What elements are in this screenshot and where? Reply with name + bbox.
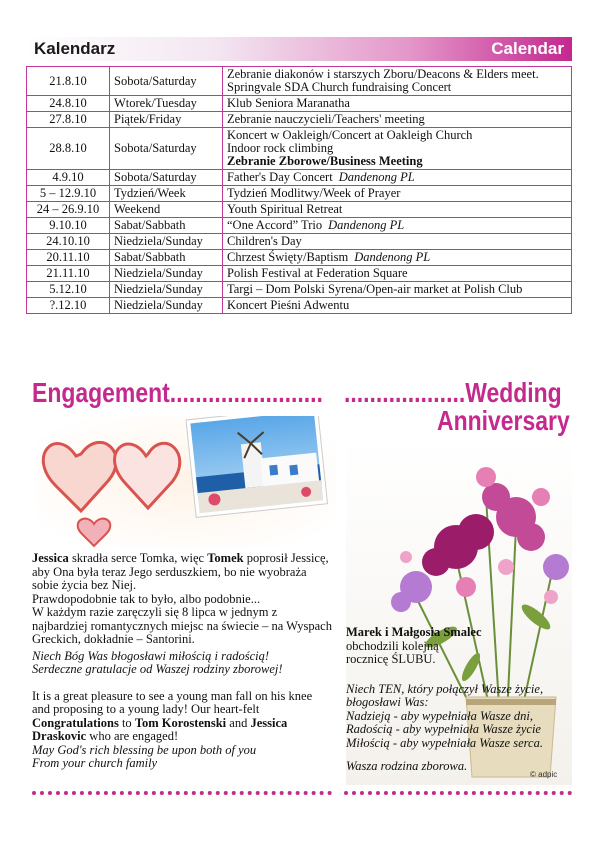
calendar-day: Niedziela/Sunday [110, 282, 223, 298]
header-title-kalendarz: Kalendarz [34, 39, 116, 58]
calendar-event [223, 186, 572, 202]
text-segment: skradła serce Tomka, więc [68, 551, 208, 565]
name-jessica-draskovic: Jessica Draskovic [32, 715, 288, 743]
calendar-row [27, 282, 572, 298]
calendar-date: 5 – 12.9.10 [27, 186, 110, 202]
engagement-paragraph-pl [32, 552, 332, 593]
poem-line: Niech TEN, który połączył Wasze życie, [346, 681, 544, 696]
calendar-row [27, 298, 572, 314]
calendar-event [223, 250, 572, 266]
calendar-date: 9.10.10 [27, 218, 110, 234]
calendar-event-line-wrap [227, 171, 567, 184]
calendar-event-line-wrap [227, 251, 567, 264]
calendar-event-line: Polish Festival at Federation Square [227, 266, 408, 280]
calendar-day: Tydzień/Week [110, 186, 223, 202]
calendar-header-bar [26, 37, 572, 61]
blessing-en-1: May God's rich blessing be upon both of you [32, 742, 257, 757]
calendar-day: Niedziela/Sunday [110, 298, 223, 314]
calendar-event-line: Koncert Pieśni Adwentu [227, 298, 350, 312]
calendar-date: 21.8.10 [27, 67, 110, 96]
calendar-event-location: Dandenong PL [338, 170, 415, 184]
calendar-date: 24.8.10 [27, 96, 110, 112]
name-tomek: Tomek [207, 551, 244, 565]
calendar-event [223, 67, 572, 96]
calendar-event-line: Klub Seniora Maranatha [227, 96, 350, 110]
calendar-row [27, 250, 572, 266]
calendar-event [223, 112, 572, 128]
name-tom: Tom Korostenski [134, 715, 227, 730]
photo-credit: © adpic [530, 770, 558, 779]
calendar-day: Niedziela/Sunday [110, 234, 223, 250]
calendar-event-line: Zebranie diakonów i starszych Zboru/Deacons & Elders meet. [227, 67, 539, 81]
congrats-word: Congratulations [32, 715, 119, 730]
calendar-date: 21.11.10 [27, 266, 110, 282]
poem-line: Miłością - aby wypełniała Wasze serca. [346, 735, 543, 750]
calendar-row [27, 112, 572, 128]
calendar-event [223, 170, 572, 186]
calendar-event-line: Targi – Dom Polski Syrena/Open-air market at Polish Club [227, 282, 523, 296]
calendar-row [27, 186, 572, 202]
calendar-event-line: Indoor rock climbing [227, 141, 334, 155]
text-segment: to [118, 715, 135, 730]
calendar-day: Sabat/Sabbath [110, 250, 223, 266]
calendar-date: 27.8.10 [27, 112, 110, 128]
calendar-day: Sobota/Saturday [110, 128, 223, 170]
wedding-text [346, 626, 586, 774]
calendar-day: Weekend [110, 202, 223, 218]
calendar-date: 24 – 26.9.10 [27, 202, 110, 218]
calendar-date: 20.11.10 [27, 250, 110, 266]
calendar-day: Sabat/Sabbath [110, 218, 223, 234]
calendar-event-text: Chrzest Święty/Baptism [227, 250, 349, 264]
poem-line: błogosławi Was: [346, 695, 429, 709]
couple-names: Marek i Małgosia Smalec [346, 625, 482, 639]
engagement-dotted-divider [32, 791, 332, 795]
calendar-event-line: Zebranie nauczycieli/Teachers' meeting [227, 112, 425, 126]
calendar-date: 28.8.10 [27, 128, 110, 170]
calendar-date: ?.12.10 [27, 298, 110, 314]
calendar-event-line: Springvale SDA Church fundraising Concert [227, 80, 452, 94]
calendar-date: 4.9.10 [27, 170, 110, 186]
calendar-row [27, 234, 572, 250]
calendar-row [27, 67, 572, 96]
calendar-row [27, 218, 572, 234]
blessing-pl-1: Niech Bóg Was błogosławi miłością i radością! [32, 648, 270, 663]
calendar-event-line: Youth Spiritual Retreat [227, 202, 343, 216]
calendar-event-line: Zebranie Zborowe/Business Meeting [227, 154, 423, 168]
calendar-event [223, 282, 572, 298]
engagement-paragraph-en [32, 690, 332, 744]
text-segment: who are engaged! [86, 729, 179, 743]
calendar-row [27, 266, 572, 282]
text-segment: poprosił Jessicę, aby Ona była teraz Jego serduszkiem, bo nie wyobraża sobie życia bez Niej. [32, 551, 329, 592]
calendar-row [27, 128, 572, 170]
calendar-event-line: Koncert w Oakleigh/Concert at Oakleigh Church [227, 128, 473, 142]
wedding-dotted-divider [344, 791, 572, 795]
engagement-text [32, 552, 332, 771]
calendar-event-line: Tydzień Modlitwy/Week of Prayer [227, 186, 401, 200]
text-segment: It is a great pleasure to see a young man fall on his knee and proposing to a young lady! Our heart-felt [32, 688, 313, 716]
calendar-row [27, 202, 572, 218]
wedding-title-line2: Anniversary [437, 405, 570, 436]
calendar-date: 24.10.10 [27, 234, 110, 250]
calendar-event [223, 128, 572, 170]
calendar-table [26, 66, 572, 314]
calendar-event [223, 218, 572, 234]
santorini-photo [186, 416, 328, 517]
calendar-event-location: Dandenong PL [354, 250, 431, 264]
engagement-illustration [36, 416, 336, 548]
poem-line: Nadzieją - aby wypełniała Wasze dni, [346, 708, 534, 723]
calendar-event-line: Children's Day [227, 234, 302, 248]
poem-line: Radością - aby wypełniała Wasze życie [346, 722, 541, 736]
calendar-day: Piątek/Friday [110, 112, 223, 128]
calendar-row [27, 96, 572, 112]
blessing-en-2: From your church family [32, 756, 158, 770]
wedding-signature: Wasza rodzina zborowa. [346, 759, 468, 773]
engagement-line: Prawdopodobnie tak to było, albo podobnie... [32, 591, 261, 606]
calendar-event [223, 266, 572, 282]
calendar-event [223, 298, 572, 314]
wedding-poem [346, 683, 586, 751]
wedding-line-1: obchodzili kolejną [346, 638, 439, 653]
calendar-event-text: Father's Day Concert [227, 170, 333, 184]
name-jessica: Jessica [32, 551, 69, 565]
calendar-event [223, 234, 572, 250]
wedding-line-2: rocznicę ŚLUBU. [346, 652, 436, 666]
calendar-date: 5.12.10 [27, 282, 110, 298]
calendar-event [223, 202, 572, 218]
calendar-event [223, 96, 572, 112]
calendar-day: Wtorek/Tuesday [110, 96, 223, 112]
text-segment: and [226, 715, 251, 730]
calendar-day: Niedziela/Sunday [110, 266, 223, 282]
calendar-event-location: Dandenong PL [328, 218, 405, 232]
wedding-title-line1: ...................Wedding [344, 377, 562, 408]
calendar-event-text: “One Accord” Trio [227, 218, 323, 232]
calendar-day: Sobota/Saturday [110, 170, 223, 186]
engagement-line: W każdym razie zaręczyli się 8 lipca w jednym z najbardziej romantycznych miejsc na świecie – na Wyspach Greckich, dokładnie – Santorini. [32, 605, 332, 646]
header-title-calendar: Calendar [491, 39, 564, 58]
calendar-day: Sobota/Saturday [110, 67, 223, 96]
blessing-pl-2: Serdeczne gratulacje od Waszej rodziny zborowej! [32, 662, 283, 676]
calendar-event-line-wrap [227, 219, 567, 232]
engagement-title: Engagement........................ [32, 377, 323, 408]
calendar-row [27, 170, 572, 186]
